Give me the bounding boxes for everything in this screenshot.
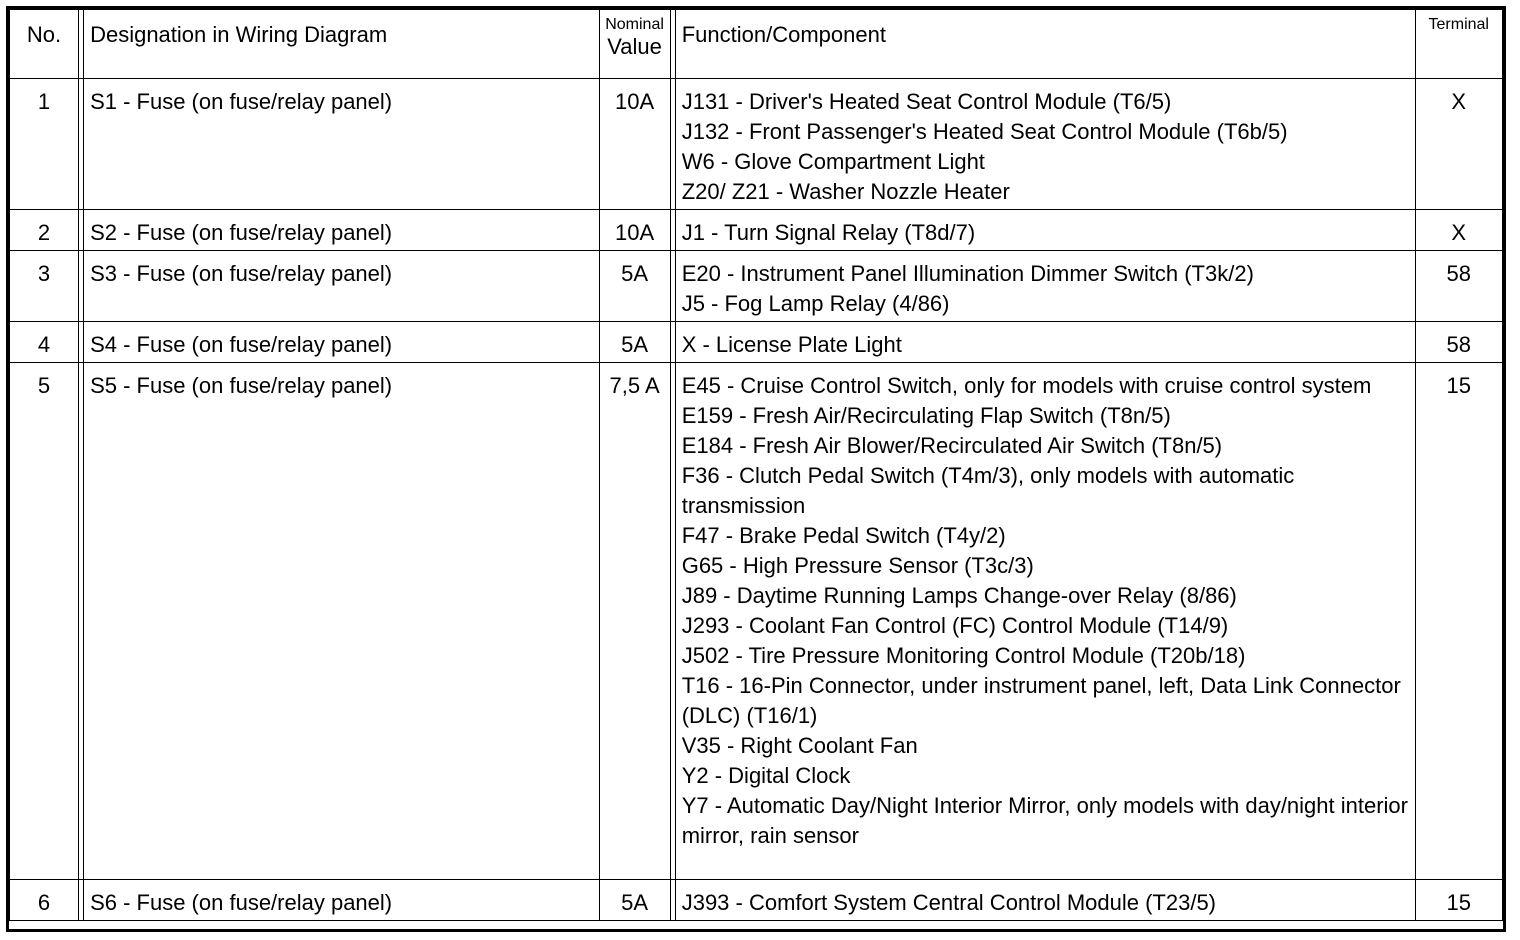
header-nominal-value: [599, 10, 670, 79]
table-row: [10, 363, 1503, 880]
function-component-item: W6 - Glove Compartment Light: [681, 149, 985, 174]
row-number: 2: [10, 210, 79, 251]
row-terminal: X: [1415, 79, 1503, 210]
row-functions: [675, 880, 1415, 921]
function-component-item: J1 - Turn Signal Relay (T8d/7): [681, 220, 976, 245]
row-terminal: 58: [1415, 322, 1503, 363]
row-terminal: 15: [1415, 880, 1503, 921]
row-number: 5: [10, 363, 79, 880]
fuse-table-sheet: [6, 6, 1506, 932]
row-functions: [675, 322, 1415, 363]
function-component-item: Z20/ Z21 - Washer Nozzle Heater: [681, 179, 1010, 204]
row-designation: S2 - Fuse (on fuse/relay panel): [84, 210, 600, 251]
header-terminal: [1415, 10, 1503, 79]
row-number: 1: [10, 79, 79, 210]
row-designation: S1 - Fuse (on fuse/relay panel): [84, 79, 600, 210]
function-component-item: J502 - Tire Pressure Monitoring Control Module (T20b/18): [681, 643, 1246, 668]
function-component-item: E45 - Cruise Control Switch, only for models with cruise control system: [681, 373, 1372, 398]
function-component-item: J393 - Comfort System Central Control Module (T23/5): [681, 890, 1217, 915]
row-nominal-value: 5A: [599, 322, 670, 363]
function-component-item: Y2 - Digital Clock: [681, 763, 851, 788]
row-nominal-value: 5A: [599, 251, 670, 322]
table-body: [10, 79, 1503, 921]
function-component-item: J89 - Daytime Running Lamps Change-over Relay (8/86): [681, 583, 1237, 608]
row-terminal: 58: [1415, 251, 1503, 322]
table-row: [10, 210, 1503, 251]
row-number: 3: [10, 251, 79, 322]
table-row: [10, 79, 1503, 210]
row-terminal: 15: [1415, 363, 1503, 880]
row-functions: [675, 210, 1415, 251]
row-functions: [675, 363, 1415, 880]
header-no: No.: [10, 10, 79, 79]
fuse-table: [9, 9, 1503, 921]
row-nominal-value: 10A: [599, 210, 670, 251]
function-component-item: F36 - Clutch Pedal Switch (T4m/3), only models with automatic transmission: [681, 463, 1295, 518]
function-component-item: F47 - Brake Pedal Switch (T4y/2): [681, 523, 1006, 548]
row-nominal-value: 7,5 A: [599, 363, 670, 880]
row-designation: S3 - Fuse (on fuse/relay panel): [84, 251, 600, 322]
row-designation: S5 - Fuse (on fuse/relay panel): [84, 363, 600, 880]
row-terminal: X: [1415, 210, 1503, 251]
row-functions: [675, 251, 1415, 322]
header-terminal-label: Terminal: [1428, 16, 1489, 33]
header-nominal-top: Nominal: [605, 16, 664, 33]
function-component-item: X - License Plate Light: [681, 332, 902, 357]
header-designation: Designation in Wiring Diagram: [84, 10, 600, 79]
row-nominal-value: 10A: [599, 79, 670, 210]
row-number: 4: [10, 322, 79, 363]
function-component-item: V35 - Right Coolant Fan: [681, 733, 918, 758]
row-number: 6: [10, 880, 79, 921]
function-component-item: E20 - Instrument Panel Illumination Dimmer Switch (T3k/2): [681, 261, 1254, 286]
function-component-item: T16 - 16-Pin Connector, under instrument panel, left, Data Link Connector (DLC) (T16/1): [681, 673, 1401, 728]
function-component-item: Y7 - Automatic Day/Night Interior Mirror, only models with day/night interior mirror, rain sensor: [681, 793, 1408, 848]
function-component-item: J5 - Fog Lamp Relay (4/86): [681, 291, 950, 316]
header-nominal-bottom: Value: [607, 34, 662, 59]
row-functions: [675, 79, 1415, 210]
function-component-item: E159 - Fresh Air/Recirculating Flap Switch (T8n/5): [681, 403, 1171, 428]
row-designation: S6 - Fuse (on fuse/relay panel): [84, 880, 600, 921]
table-row: [10, 880, 1503, 921]
function-component-item: J132 - Front Passenger's Heated Seat Control Module (T6b/5): [681, 119, 1288, 144]
row-designation: S4 - Fuse (on fuse/relay panel): [84, 322, 600, 363]
function-component-item: E184 - Fresh Air Blower/Recirculated Air Switch (T8n/5): [681, 433, 1223, 458]
header-function: Function/Component: [675, 10, 1415, 79]
function-component-item: J293 - Coolant Fan Control (FC) Control Module (T14/9): [681, 613, 1229, 638]
function-component-item: G65 - High Pressure Sensor (T3c/3): [681, 553, 1034, 578]
table-row: [10, 322, 1503, 363]
row-nominal-value: 5A: [599, 880, 670, 921]
header-row: [10, 10, 1503, 79]
table-row: [10, 251, 1503, 322]
function-component-item: J131 - Driver's Heated Seat Control Module (T6/5): [681, 89, 1172, 114]
